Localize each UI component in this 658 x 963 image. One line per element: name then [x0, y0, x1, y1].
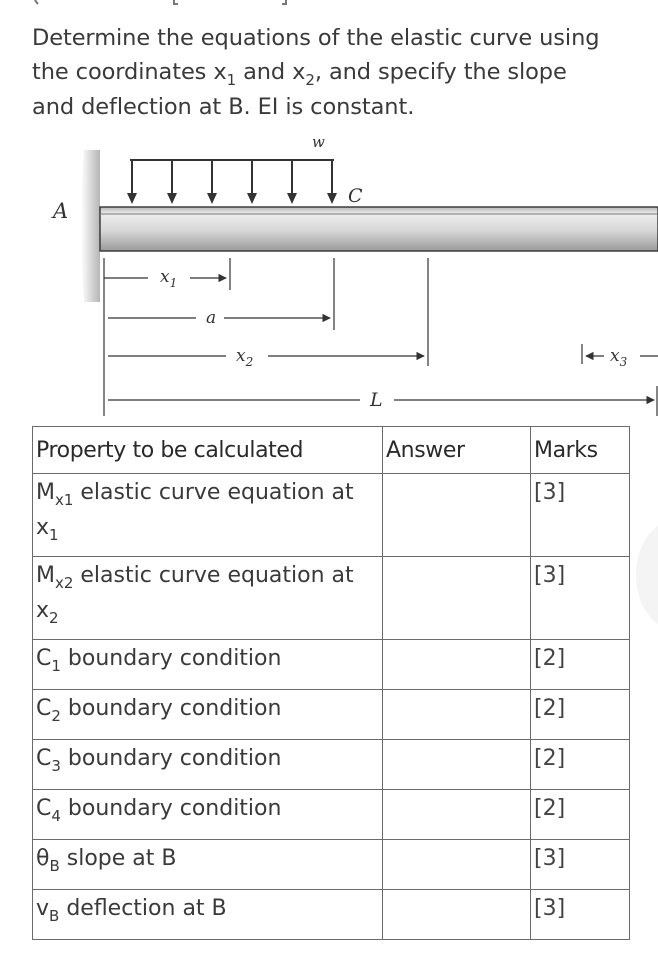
answer-cell[interactable] — [383, 890, 531, 940]
marks-cell: [2] — [531, 740, 630, 790]
label-x1: $x_1$ — [160, 267, 178, 290]
load-arrow-head — [327, 193, 337, 204]
properties-table — [32, 426, 630, 940]
label-w: w — [312, 133, 325, 151]
property-cell: $C_3$ boundary condition — [33, 740, 383, 790]
table-row — [33, 740, 630, 790]
subscript: 1 — [226, 70, 237, 89]
load-arrow-head — [247, 193, 257, 204]
property-cell: $C_2$ boundary condition — [33, 690, 383, 740]
answer-cell[interactable] — [383, 640, 531, 690]
label-a: a — [206, 308, 217, 328]
header-property: Property to be calculated — [33, 427, 383, 474]
property-cell: $M_{x1}$ elastic curve equation at $x_1$ — [33, 474, 383, 557]
property-cell: $M_{x2}$ elastic curve equation at $x_2$ — [33, 557, 383, 640]
marks-cell: [3] — [531, 474, 630, 557]
property-cell: $C_4$ boundary condition — [33, 790, 383, 840]
label-L: L — [370, 389, 383, 411]
answer-cell[interactable] — [383, 790, 531, 840]
answer-cell[interactable] — [383, 474, 531, 557]
subscript: 2 — [305, 70, 315, 89]
side-scroll-button-edge[interactable] — [636, 520, 658, 630]
marks-cell: [2] — [531, 790, 630, 840]
load-arrow-head — [127, 193, 137, 204]
load-arrow-head — [207, 193, 217, 204]
header-answer: Answer — [383, 427, 531, 474]
marks-cell: [2] — [531, 640, 630, 690]
table-row — [33, 790, 630, 840]
table-row — [33, 474, 630, 557]
problem-text: and x — [236, 58, 306, 85]
label-C: C — [348, 185, 363, 207]
table-row — [33, 557, 630, 640]
problem-text: , and specify the slope — [314, 58, 567, 85]
marks-cell: [3] — [531, 557, 630, 640]
header-marks: Marks — [531, 427, 630, 474]
table-row — [33, 840, 630, 890]
fixed-wall-support — [81, 150, 100, 302]
table-header-row — [33, 427, 630, 474]
label-A: A — [53, 199, 69, 223]
table-row — [33, 640, 630, 690]
marks-cell: [2] — [531, 690, 630, 740]
load-arrow-head — [167, 193, 177, 204]
property-cell: $v_B$ deflection at B — [33, 890, 383, 940]
problem-statement — [32, 22, 632, 125]
marks-cell: [3] — [531, 840, 630, 890]
property-cell: $\theta_B$ slope at B — [33, 840, 383, 890]
label-x2: $x_2$ — [236, 346, 254, 369]
distributed-load-arrows — [127, 160, 337, 204]
problem-line-2 — [32, 56, 632, 92]
cropped-text-fragment — [0, 0, 658, 6]
load-arrow-head — [287, 193, 297, 204]
table-row — [33, 890, 630, 940]
marks-cell: [3] — [531, 890, 630, 940]
answer-cell[interactable] — [383, 840, 531, 890]
answer-cell[interactable] — [383, 740, 531, 790]
problem-line-1: Determine the equations of the elastic curve using — [32, 25, 600, 51]
label-x3: $x_3$ — [610, 346, 628, 369]
problem-line-3: and deflection at B. EI is constant. — [32, 94, 415, 120]
answer-cell[interactable] — [383, 557, 531, 640]
property-cell: $C_1$ boundary condition — [33, 640, 383, 690]
table-row — [33, 690, 630, 740]
beam-diagram — [0, 130, 658, 420]
answer-cell[interactable] — [383, 690, 531, 740]
problem-text: the coordinates x — [32, 58, 227, 85]
